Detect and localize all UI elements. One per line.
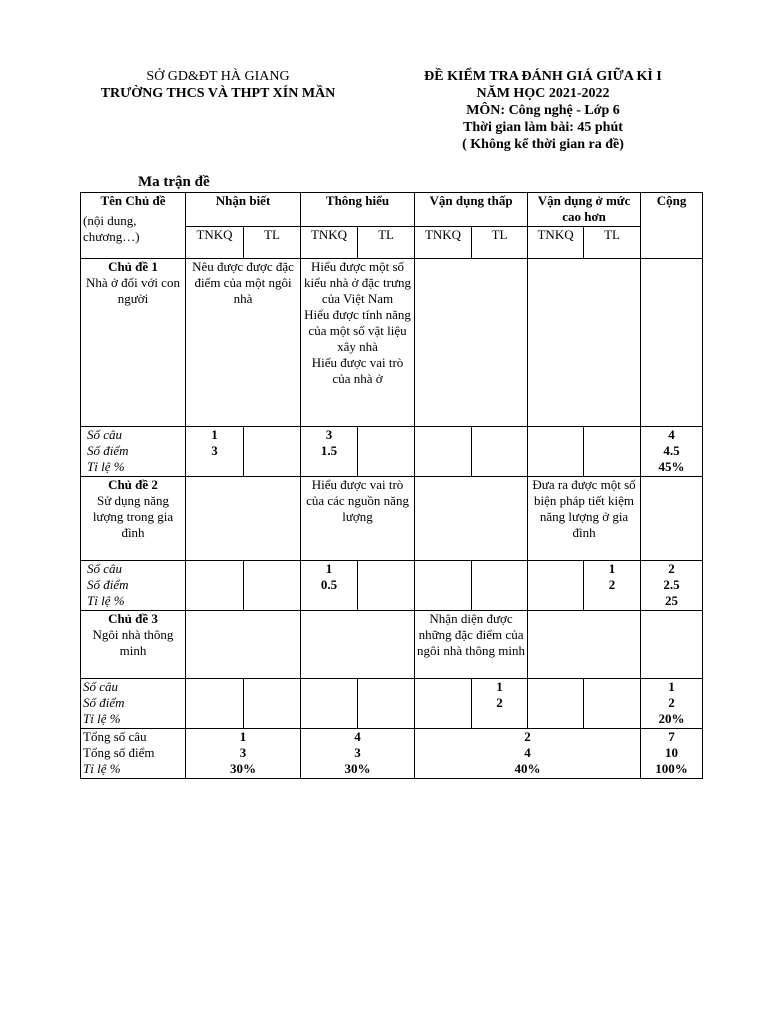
label-ti-le: Tỉ lệ %: [87, 459, 125, 474]
topic1-vdt-desc: [415, 259, 528, 427]
topic2-vdc-cau: 1: [608, 561, 616, 576]
subheader-tnkq: TNKQ: [415, 227, 472, 259]
topic2-vdc-tl: [584, 561, 641, 611]
topic3-score-row: [81, 679, 703, 729]
topic1-th-diem: 1.5: [320, 443, 338, 458]
topic1-th-tl: [358, 427, 415, 477]
topic1-vdc-tnkq: [528, 427, 584, 477]
topic1-total-cau: 4: [668, 427, 675, 442]
subheader-tnkq: TNKQ: [186, 227, 244, 259]
topic2-nb-tnkq: [186, 561, 244, 611]
total-header: Cộng: [641, 193, 703, 259]
topic1-th-desc-cell: [301, 259, 415, 427]
topic1-desc: Nhà ở đối với con người: [86, 275, 180, 306]
topic3-content-row: [81, 611, 703, 679]
topic2-score-labels: [81, 561, 186, 611]
school-name: TRƯỜNG THCS VÀ THPT XÍN MẦN: [100, 86, 336, 101]
topic3-vdc-tl: [584, 679, 641, 729]
topic-header-label: Tên Chủ đề: [100, 193, 166, 208]
topic2-score-row: [81, 561, 703, 611]
vdc-header: Vận dụng ở mức cao hơn: [528, 193, 641, 227]
subheader-tl: TL: [244, 227, 301, 259]
th-header: Thông hiểu: [301, 193, 415, 227]
topic2-total-desc: [641, 477, 703, 561]
topic2-total: [641, 561, 703, 611]
topic3-vdc-tnkq: [528, 679, 584, 729]
topic1-vdt-tnkq: [415, 427, 472, 477]
topic2-name: Chủ đề 2: [108, 477, 158, 492]
totals-nb-tile: 30%: [230, 761, 256, 776]
vdt-header: Vận dụng thấp: [415, 193, 528, 227]
time-note: ( Không kể thời gian ra đề): [462, 137, 624, 152]
totals-vd-cau: 2: [524, 729, 531, 744]
topic1-th-tnkq: [301, 427, 358, 477]
exam-matrix-table: [80, 192, 703, 779]
topic2-total-cau: 2: [668, 561, 675, 576]
totals-vd: [415, 729, 641, 779]
topic3-th-desc: [301, 611, 415, 679]
totals-vd-diem: 4: [524, 745, 531, 760]
label-so-cau: Số câu: [83, 679, 119, 694]
topic3-nb-desc: [186, 611, 301, 679]
subject-line: MÔN: Công nghệ - Lớp 6: [466, 103, 620, 118]
topic2-vdt-tnkq: [415, 561, 472, 611]
topic1-total-tile: 45%: [658, 459, 685, 474]
topic2-vdc-desc: Đưa ra được một số biện pháp tiết kiệm năng lượng ở gia đình: [528, 477, 641, 561]
label-so-cau: Số câu: [87, 561, 123, 576]
subheader-tnkq: TNKQ: [528, 227, 584, 259]
topic1-total-diem: 4.5: [663, 443, 680, 458]
totals-all-cau: 7: [668, 729, 675, 744]
topic1-nb-desc: Nêu được được đặc điểm của một ngôi nhà: [186, 259, 301, 427]
label-so-cau: Số câu: [87, 427, 123, 442]
totals-row: [81, 729, 703, 779]
topic1-th-desc-1: Hiểu được một số kiểu nhà ở đặc trưng của Việt Nam: [303, 259, 412, 306]
topic1-th-desc-3: Hiểu được vai trò của nhà ở: [311, 355, 404, 386]
topic3-total: [641, 679, 703, 729]
time-line: Thời gian làm bài: 45 phút: [463, 120, 623, 135]
totals-all: [641, 729, 703, 779]
totals-th-tile: 30%: [344, 761, 371, 776]
topic1-nb-cau: 1: [211, 427, 218, 442]
school-year: NĂM HỌC 2021-2022: [476, 86, 610, 101]
totals-th-diem: 3: [354, 745, 361, 760]
totals-labels: [81, 729, 186, 779]
topic1-name: Chủ đề 1: [108, 259, 158, 274]
topic1-total: [641, 427, 703, 477]
totals-nb-diem: 3: [239, 745, 247, 760]
topic1-vdt-tl: [472, 427, 528, 477]
topic3-desc: Ngôi nhà thông minh: [92, 627, 174, 658]
topic3-vdt-tnkq: [415, 679, 472, 729]
label-tong-so-cau: Tổng số câu: [83, 729, 147, 744]
topic3-vdc-desc: [528, 611, 641, 679]
label-ti-le: Tỉ lệ %: [87, 593, 125, 608]
header-right: [398, 68, 688, 153]
topic3-total-cau: 1: [668, 679, 675, 694]
topic1-nb-tnkq: [186, 427, 244, 477]
topic2-total-tile: 25: [665, 593, 679, 608]
topic3-nb-tnkq: [186, 679, 244, 729]
subheader-tnkq: TNKQ: [301, 227, 358, 259]
topic2-th-diem: 0.5: [320, 577, 338, 592]
topic3-th-tnkq: [301, 679, 358, 729]
topic2-vdc-tnkq: [528, 561, 584, 611]
topic3-vdt-desc: Nhận diện được những đặc điểm của ngôi nhà thông minh: [415, 611, 528, 679]
topic3-total-desc: [641, 611, 703, 679]
topic1-score-row: [81, 427, 703, 477]
topic2-th-cau: 1: [325, 561, 333, 576]
topic2-vdt-desc: [415, 477, 528, 561]
topic3-th-tl: [358, 679, 415, 729]
totals-nb-cau: 1: [239, 729, 247, 744]
totals-vd-tile: 40%: [514, 761, 541, 776]
topic3-vdt-cau: 1: [496, 679, 503, 694]
topic1-nb-tl: [244, 427, 301, 477]
totals-nb: [186, 729, 301, 779]
totals-all-diem: 10: [665, 745, 679, 760]
table-caption: Ma trận đề: [138, 174, 210, 190]
topic-header-sub: (nội dung, chương…): [83, 213, 140, 244]
topic1-score-labels: [81, 427, 186, 477]
subheader-tl: TL: [358, 227, 415, 259]
subheader-tl: TL: [472, 227, 528, 259]
topic1-total-desc: [641, 259, 703, 427]
topic3-name: Chủ đề 3: [108, 611, 158, 626]
topic1-vdc-tl: [584, 427, 641, 477]
header-left: [78, 68, 358, 102]
topic3-vdt-tl: [472, 679, 528, 729]
label-ti-le: Tỉ lệ %: [83, 711, 121, 726]
topic2-th-tnkq: [301, 561, 358, 611]
topic2-vdc-diem: 2: [608, 577, 616, 592]
topic3-vdt-diem: 2: [496, 695, 503, 710]
totals-all-tile: 100%: [655, 761, 688, 776]
department-name: SỞ GD&ĐT HÀ GIANG: [146, 69, 290, 84]
topic2-nb-tl: [244, 561, 301, 611]
topic2-content-row: [81, 477, 703, 561]
label-so-diem: Số điểm: [83, 695, 125, 710]
topic2-th-desc: Hiểu được vai trò của các nguồn năng lượng: [301, 477, 415, 561]
topic2-total-diem: 2.5: [663, 577, 680, 592]
label-so-diem: Số điểm: [87, 443, 129, 458]
nb-header: Nhận biết: [186, 193, 301, 227]
label-tong-ti-le: Tỉ lệ %: [83, 761, 121, 776]
header-row: [81, 193, 703, 227]
topic2-th-tl: [358, 561, 415, 611]
topic3-name-cell: [81, 611, 186, 679]
topic2-desc: Sử dụng năng lượng trong gia đình: [92, 493, 174, 540]
topic2-vdt-tl: [472, 561, 528, 611]
topic1-nb-diem: 3: [211, 443, 218, 458]
totals-th-cau: 4: [354, 729, 361, 744]
topic3-total-diem: 2: [668, 695, 675, 710]
topic1-th-cau: 3: [325, 427, 333, 442]
topic3-nb-tl: [244, 679, 301, 729]
label-tong-so-diem: Tổng số điểm: [83, 745, 155, 760]
exam-title: ĐỀ KIỂM TRA ĐÁNH GIÁ GIỮA KÌ I: [424, 69, 662, 84]
topic1-th-desc-2: Hiểu được tính năng của một số vật liệu xây nhà: [304, 307, 411, 354]
totals-th: [301, 729, 415, 779]
topic-column-header: [81, 193, 186, 259]
topic1-name-cell: [81, 259, 186, 427]
topic2-name-cell: [81, 477, 186, 561]
topic3-score-labels: [81, 679, 186, 729]
label-so-diem: Số điểm: [87, 577, 129, 592]
topic3-total-tile: 20%: [658, 711, 685, 726]
topic2-nb-desc: [186, 477, 301, 561]
subheader-tl: TL: [584, 227, 641, 259]
topic1-content-row: [81, 259, 703, 427]
topic1-vdc-desc: [528, 259, 641, 427]
